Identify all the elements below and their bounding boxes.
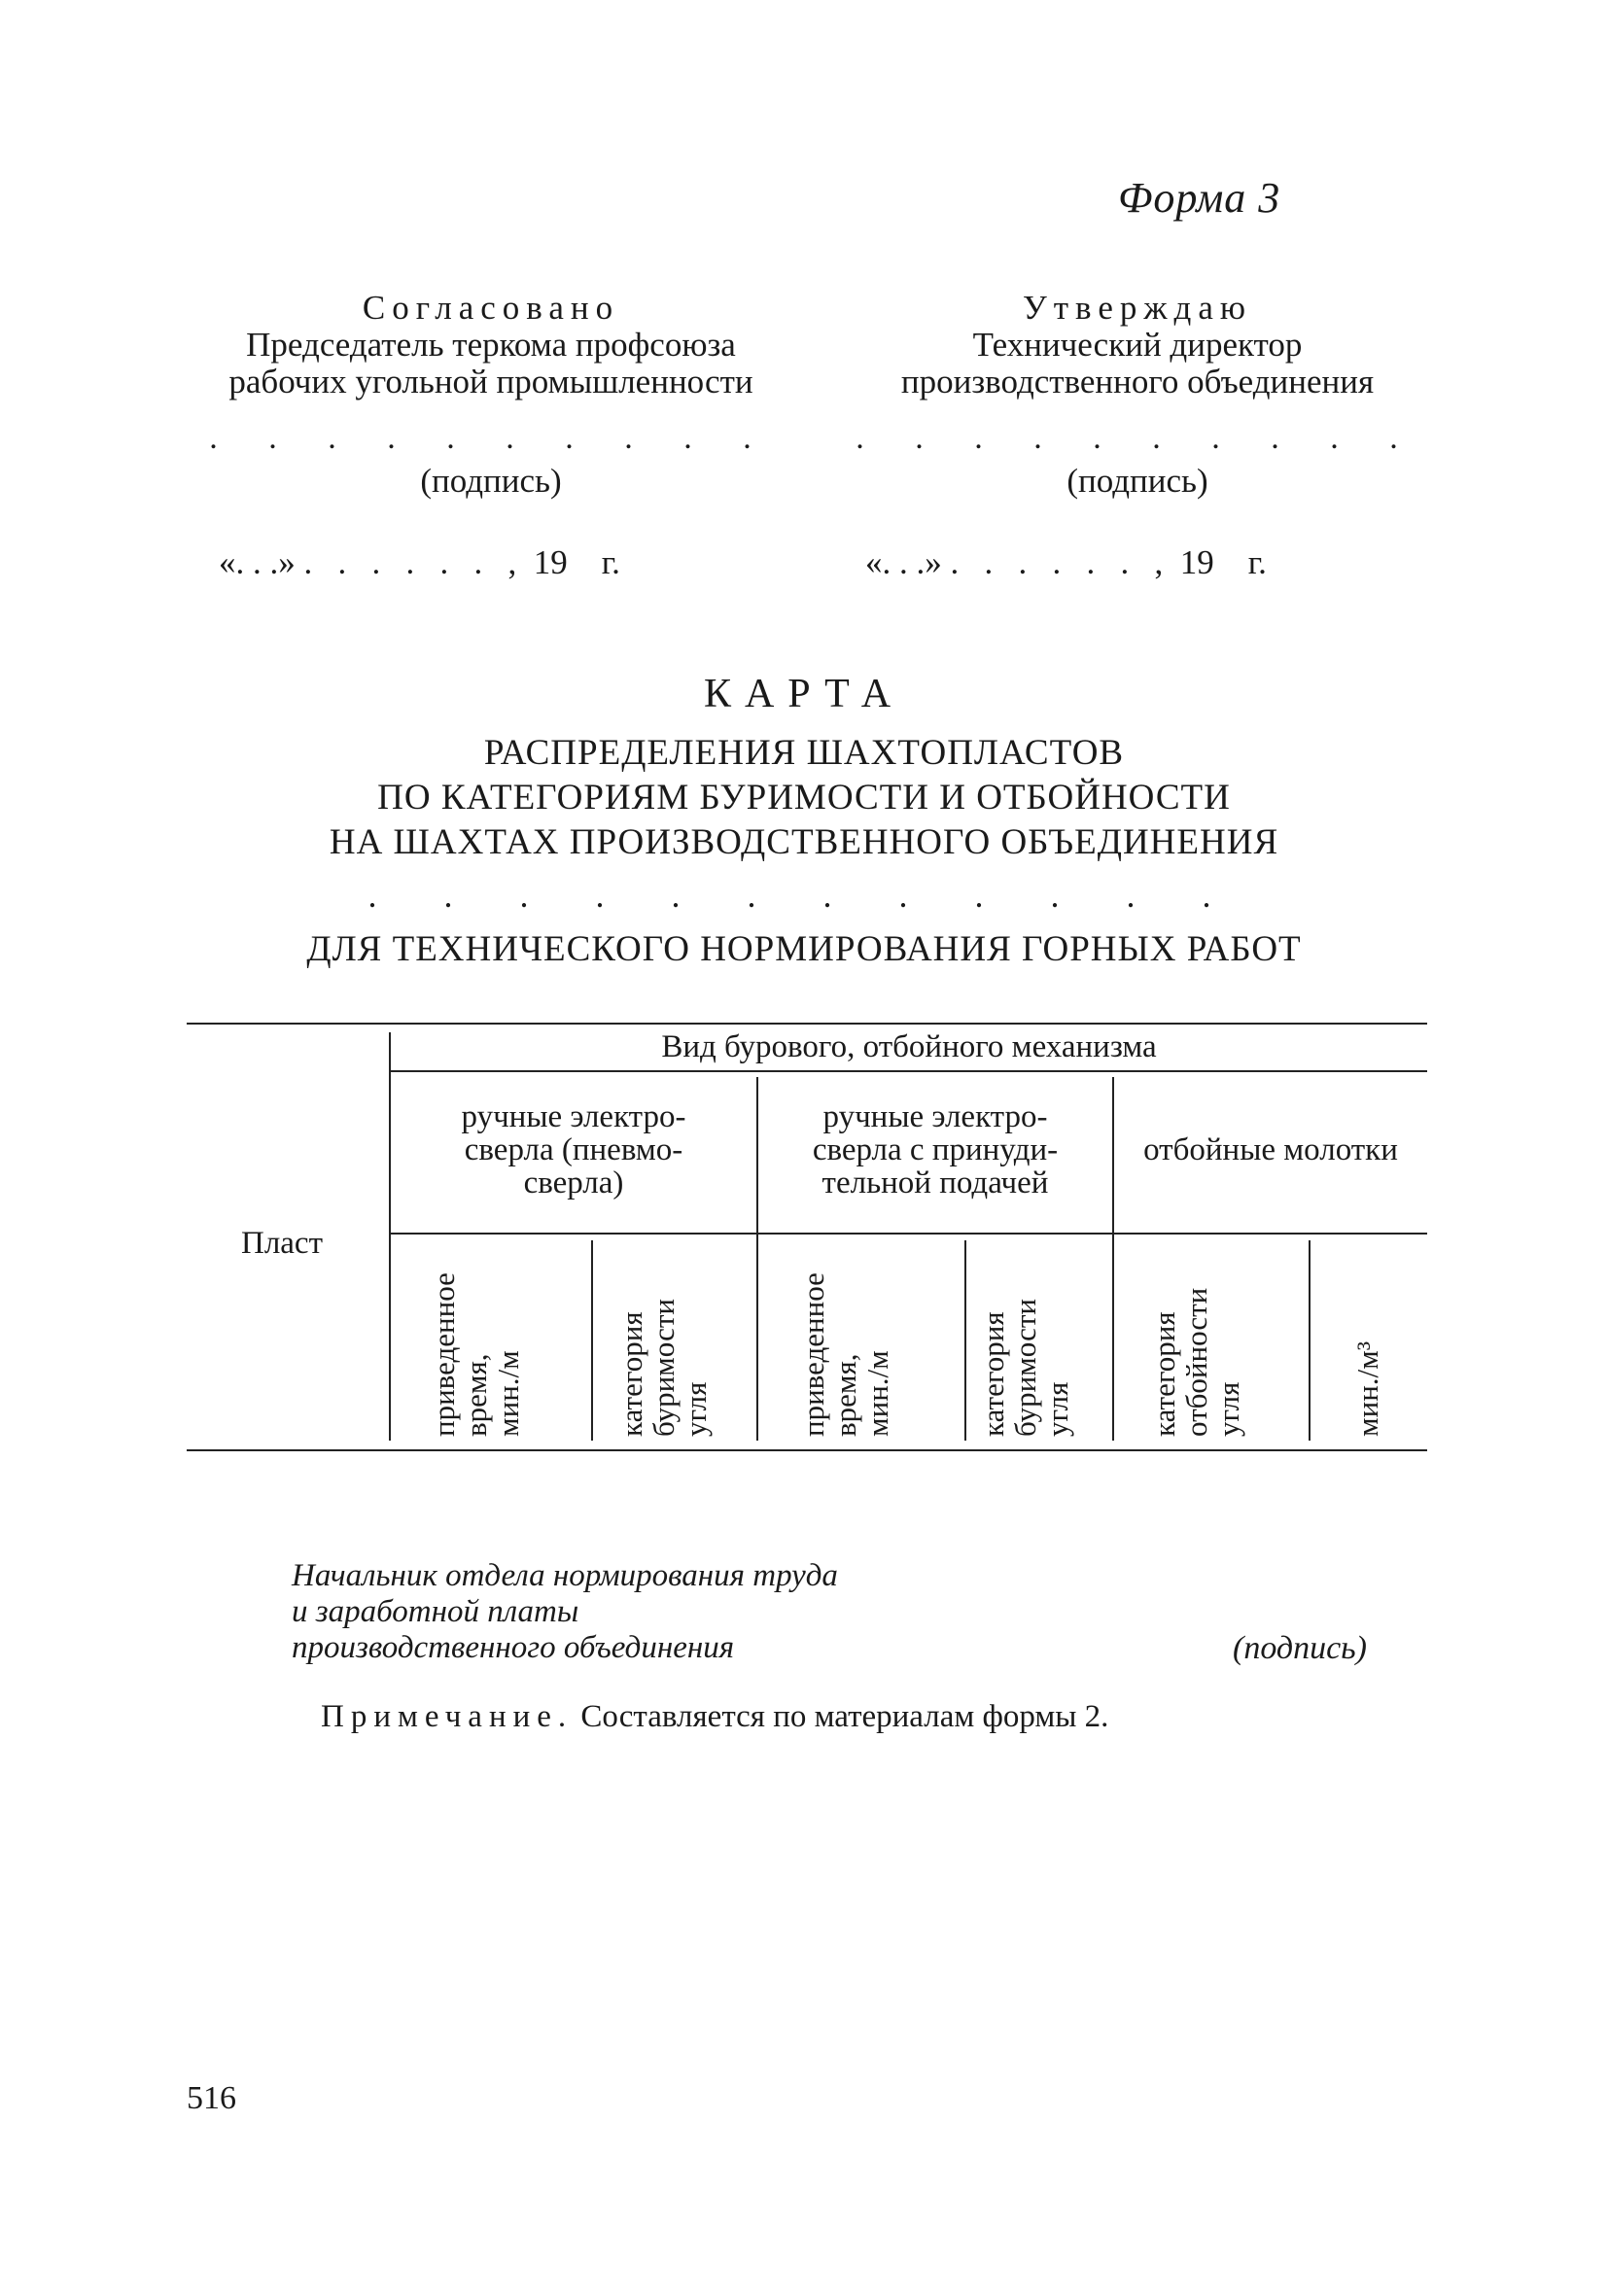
table-vrule-col1 bbox=[591, 1240, 593, 1441]
right-approval-block bbox=[836, 290, 1439, 581]
subgroup-header-forced-feed-drills: ручные электро- сверла с принуди- тельной подачей bbox=[812, 1099, 1059, 1200]
column-header-min-per-m3: мин./м³ bbox=[1350, 1340, 1384, 1437]
document-purpose: ДЛЯ ТЕХНИЧЕСКОГО НОРМИРОВАНИЯ ГОРНЫХ РАБОТ bbox=[306, 929, 1302, 969]
table-vrule-group2 bbox=[1112, 1077, 1114, 1441]
plast-header: Пласт bbox=[240, 1226, 323, 1261]
page-number: 516 bbox=[187, 2080, 236, 2116]
left-date-line: «. . .» . . . . . . , 19 г. bbox=[219, 543, 620, 581]
note-label: Примечание. bbox=[321, 1699, 574, 1734]
right-approval-line1: Технический директор bbox=[972, 326, 1303, 364]
signer-line3: производственного объединения bbox=[292, 1630, 735, 1665]
left-approval-block bbox=[190, 290, 792, 581]
subtitle-line3: НА ШАХТАХ ПРОИЗВОДСТВЕННОГО ОБЪЕДИНЕНИЯ bbox=[329, 822, 1279, 862]
right-signature-dots: . . . . . . . . . . bbox=[856, 420, 1419, 456]
signer-line2: и заработной платы bbox=[292, 1594, 579, 1629]
right-date-line: «. . .» . . . . . . , 19 г. bbox=[865, 543, 1267, 581]
column-header-reduced-time-1: приведенное время, мин./м bbox=[427, 1272, 525, 1437]
column-header-reduced-time-2: приведенное время, мин./м bbox=[796, 1272, 894, 1437]
left-signature-label: (подпись) bbox=[420, 462, 562, 500]
table-vrule-col3 bbox=[964, 1240, 966, 1441]
subtitle-line2: ПО КАТЕГОРИЯМ БУРИМОСТИ И ОТБОЙНОСТИ bbox=[377, 778, 1231, 818]
table-subgroup-rule bbox=[389, 1233, 1427, 1235]
left-approval-line1: Председатель теркома профсоюза bbox=[246, 326, 736, 364]
form-label: Форма 3 bbox=[1118, 174, 1281, 222]
table-vrule-plast bbox=[389, 1032, 391, 1441]
note-text: Составляется по материалам формы 2. bbox=[573, 1699, 1109, 1734]
document-subtitle bbox=[0, 731, 1608, 865]
table-vrule-col5 bbox=[1309, 1240, 1311, 1441]
mechanism-group-header: Вид бурового, отбойного механизма bbox=[661, 1029, 1157, 1064]
right-approval-line2: производственного объединения bbox=[900, 363, 1375, 400]
column-header-breakability: категория отбойности угля bbox=[1147, 1287, 1245, 1437]
table-top-rule bbox=[187, 1023, 1427, 1025]
subgroup-header-hand-drills: ручные электро- сверла (пневмо- сверла) bbox=[461, 1099, 686, 1200]
right-approval-heading: Утверждаю bbox=[1022, 289, 1253, 327]
table-header-rule bbox=[389, 1070, 1427, 1072]
table-vrule-group1 bbox=[756, 1077, 758, 1441]
note bbox=[321, 1699, 1108, 1735]
left-approval-heading: Согласовано bbox=[362, 289, 620, 327]
left-approval-line2: рабочих угольной промышленности bbox=[228, 363, 753, 400]
left-signature-dots: . . . . . . . . . . bbox=[209, 420, 773, 456]
column-header-drillability-1: категория буримости угля bbox=[614, 1299, 713, 1437]
column-header-drillability-2: категория буримости угля bbox=[976, 1299, 1074, 1437]
subtitle-line1: РАСПРЕДЕЛЕНИЯ ШАХТОПЛАСТОВ bbox=[483, 733, 1125, 773]
document-title: КАРТА bbox=[703, 672, 905, 716]
table-bottom-rule bbox=[187, 1449, 1427, 1451]
signer-signature-label: (подпись) bbox=[1233, 1630, 1367, 1666]
subgroup-header-jackhammers: отбойные молотки bbox=[1143, 1132, 1398, 1167]
association-name-dots: . . . . . . . . . . . . bbox=[367, 876, 1241, 915]
signer-position bbox=[292, 1558, 838, 1666]
right-signature-label: (подпись) bbox=[1066, 462, 1208, 500]
signer-line1: Начальник отдела нормирования труда bbox=[292, 1558, 838, 1593]
